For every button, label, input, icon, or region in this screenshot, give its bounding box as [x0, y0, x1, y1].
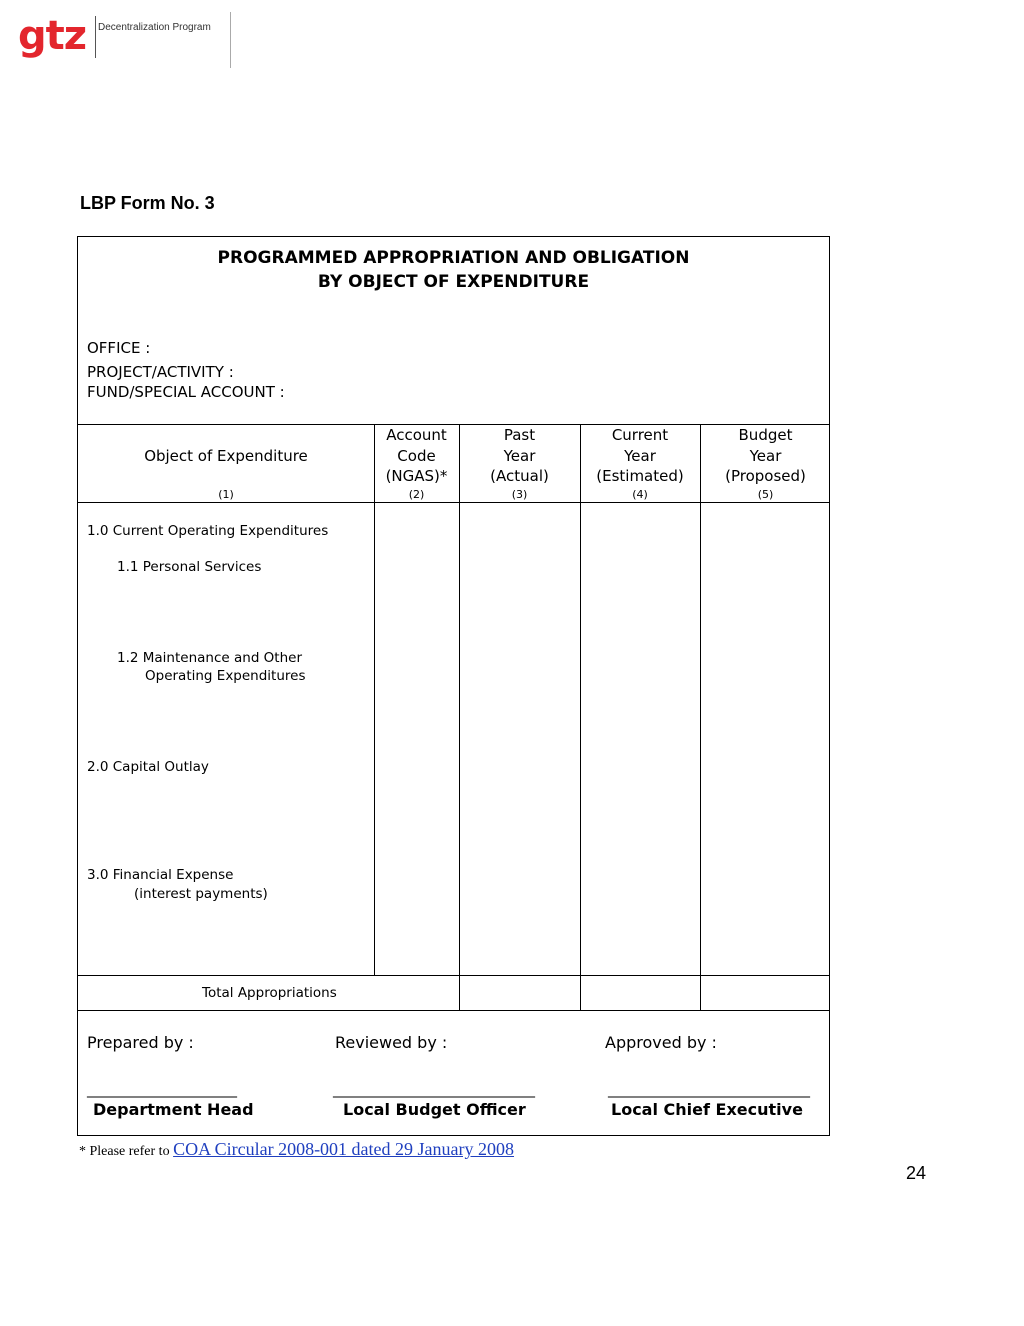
- item-current-operating: 1.0 Current Operating Expenditures: [87, 523, 329, 539]
- col-number-2: (2): [408, 488, 425, 501]
- program-name: Decentralization Program: [98, 22, 211, 33]
- reviewed-by-label: Reviewed by :: [335, 1033, 448, 1052]
- col-header-budget-year: Budget Year (Proposed): [725, 426, 806, 485]
- project-activity-label: PROJECT/ACTIVITY :: [87, 363, 234, 381]
- col-header-object: Object of Expenditure: [144, 447, 308, 465]
- item-financial-expense: 3.0 Financial Expense: [87, 867, 234, 883]
- col-number-5: (5): [757, 488, 774, 501]
- body-bottom-divider: [78, 975, 829, 976]
- item-maintenance-other-cont: Operating Expenditures: [145, 668, 306, 684]
- office-label: OFFICE :: [87, 339, 151, 357]
- signature-line-budget-officer: _______________________________: [333, 1082, 535, 1098]
- form-title-line1: PROGRAMMED APPROPRIATION AND OBLIGATION: [217, 248, 690, 268]
- col-divider-3: [580, 424, 581, 1010]
- form-number: LBP Form No. 3: [80, 193, 215, 213]
- item-capital-outlay: 2.0 Capital Outlay: [87, 759, 209, 775]
- col-number-1: (1): [218, 488, 234, 501]
- col-header-past-year: Past Year (Actual): [490, 426, 549, 485]
- prepared-by-label: Prepared by :: [87, 1033, 194, 1052]
- page-number: 24: [906, 1163, 927, 1183]
- coa-circular-link[interactable]: COA Circular 2008-001 dated 29 January 2008: [173, 1139, 515, 1159]
- col-number-4: (4): [632, 488, 648, 501]
- footnote-prefix: * Please refer to: [79, 1144, 174, 1159]
- total-appropriations-label: Total Appropriations: [202, 985, 337, 1001]
- item-interest-payments: (interest payments): [134, 886, 268, 902]
- col-header-account-code: Account Code (NGAS)*: [385, 426, 448, 485]
- logo-border: [230, 12, 231, 68]
- col-number-3: (3): [511, 488, 528, 501]
- department-head-title: Department Head: [93, 1100, 254, 1119]
- logo-divider: [95, 16, 96, 58]
- total-row-divider: [78, 1010, 829, 1011]
- gtz-logo: [16, 10, 232, 68]
- approved-by-label: Approved by :: [605, 1033, 717, 1052]
- appropriation-form: [77, 236, 830, 1136]
- item-maintenance-other: 1.2 Maintenance and Other: [117, 650, 303, 666]
- signature-line-department-head: _______________________: [87, 1082, 237, 1098]
- signature-line-chief-executive: _______________________________: [608, 1082, 810, 1098]
- fund-account-label: FUND/SPECIAL ACCOUNT :: [87, 383, 285, 401]
- col-header-current-year: Current Year (Estimated): [596, 426, 684, 485]
- form-title-line2: BY OBJECT OF EXPENDITURE: [317, 272, 590, 292]
- footnote: [79, 1139, 514, 1160]
- col-divider-2: [459, 424, 460, 1010]
- logo-wordmark: gtz: [18, 13, 87, 59]
- chief-executive-title: Local Chief Executive: [611, 1100, 803, 1119]
- budget-officer-title: Local Budget Officer: [343, 1100, 526, 1119]
- col-divider-4: [700, 424, 701, 1010]
- column-header-divider: [78, 502, 829, 503]
- col-divider-1: [374, 424, 375, 975]
- item-personal-services: 1.1 Personal Services: [117, 559, 262, 575]
